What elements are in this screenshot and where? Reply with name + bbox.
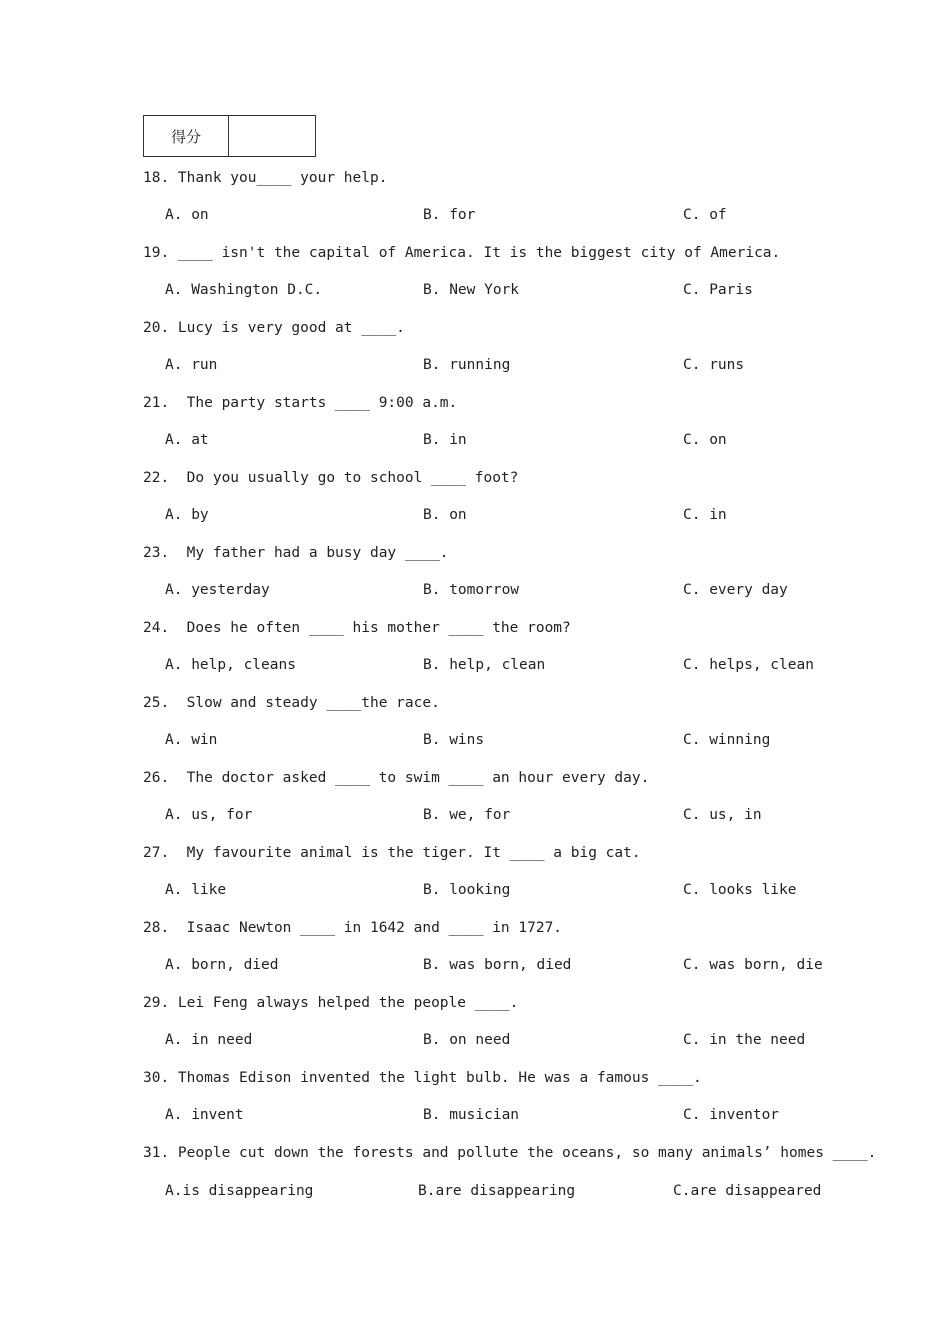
question-stem: 25. Slow and steady ____the race. xyxy=(143,695,440,711)
question-stem: 30. Thomas Edison invented the light bulb. He was a famous ____. xyxy=(143,1070,702,1086)
question-stem: 22. Do you usually go to school ____ foot? xyxy=(143,470,519,486)
option-c[interactable]: C. us, in xyxy=(683,807,762,823)
option-a[interactable]: A. help, cleans xyxy=(165,657,296,673)
question-28 xyxy=(143,918,863,993)
option-a[interactable]: A. Washington D.C. xyxy=(165,282,323,298)
question-23 xyxy=(143,543,863,618)
option-c[interactable]: C. in the need xyxy=(683,1032,806,1048)
option-c[interactable]: C. helps, clean xyxy=(683,657,814,673)
question-18 xyxy=(143,168,863,243)
option-a[interactable]: A. at xyxy=(165,432,209,448)
option-a[interactable]: A. us, for xyxy=(165,807,253,823)
question-21 xyxy=(143,393,863,468)
score-label: 得分 xyxy=(144,116,229,156)
option-b[interactable]: B. we, for xyxy=(423,807,511,823)
option-a[interactable]: A. like xyxy=(165,882,227,898)
option-c[interactable]: C. of xyxy=(683,207,727,223)
option-a[interactable]: A. yesterday xyxy=(165,582,270,598)
option-b[interactable]: B. was born, died xyxy=(423,957,572,973)
option-b[interactable]: B. in xyxy=(423,432,467,448)
question-31 xyxy=(143,1143,877,1218)
question-25 xyxy=(143,693,863,768)
question-stem: 31. People cut down the forests and pollute the oceans, so many animals’ homes ____. xyxy=(143,1145,877,1161)
question-stem: 26. The doctor asked ____ to swim ____ an hour every day. xyxy=(143,770,650,786)
question-stem: 21. The party starts ____ 9:00 a.m. xyxy=(143,395,458,411)
question-stem: 23. My father had a busy day ____. xyxy=(143,545,449,561)
option-c[interactable]: C. on xyxy=(683,432,727,448)
option-b[interactable]: B. tomorrow xyxy=(423,582,520,598)
question-stem: 29. Lei Feng always helped the people ____. xyxy=(143,995,519,1011)
option-b[interactable]: B. New York xyxy=(423,282,520,298)
question-24 xyxy=(143,618,863,693)
option-a[interactable]: A. by xyxy=(165,507,209,523)
option-a[interactable]: A. on xyxy=(165,207,209,223)
question-stem: 28. Isaac Newton ____ in 1642 and ____ in 1727. xyxy=(143,920,563,936)
question-29 xyxy=(143,993,863,1068)
option-c[interactable]: C. inventor xyxy=(683,1107,780,1123)
question-stem: 24. Does he often ____ his mother ____ the room? xyxy=(143,620,571,636)
option-c[interactable]: C. every day xyxy=(683,582,788,598)
question-stem: 19. ____ isn't the capital of America. It is the biggest city of America. xyxy=(143,245,781,261)
question-22 xyxy=(143,468,863,543)
question-27 xyxy=(143,843,863,918)
option-b[interactable]: B. running xyxy=(423,357,511,373)
option-b[interactable]: B. for xyxy=(423,207,476,223)
question-20 xyxy=(143,318,863,393)
option-a[interactable]: A. win xyxy=(165,732,218,748)
option-c[interactable]: C. Paris xyxy=(683,282,753,298)
option-b[interactable]: B. wins xyxy=(423,732,485,748)
option-a[interactable]: A. run xyxy=(165,357,218,373)
question-19 xyxy=(143,243,863,318)
option-c[interactable]: C. runs xyxy=(683,357,745,373)
question-stem: 18. Thank you____ your help. xyxy=(143,170,388,186)
option-b[interactable]: B. musician xyxy=(423,1107,520,1123)
option-b[interactable]: B. looking xyxy=(423,882,511,898)
option-b[interactable]: B. on need xyxy=(423,1032,511,1048)
question-stem: 20. Lucy is very good at ____. xyxy=(143,320,405,336)
question-30 xyxy=(143,1068,863,1143)
option-a[interactable]: A. invent xyxy=(165,1107,244,1123)
question-list xyxy=(143,168,877,1218)
option-a[interactable]: A. born, died xyxy=(165,957,279,973)
option-c[interactable]: C. winning xyxy=(683,732,771,748)
option-a[interactable]: A.is disappearing xyxy=(165,1183,314,1199)
option-c[interactable]: C. in xyxy=(683,507,727,523)
option-b[interactable]: B. help, clean xyxy=(423,657,546,673)
option-c[interactable]: C. was born, die xyxy=(683,957,823,973)
score-value-field[interactable] xyxy=(229,116,315,156)
question-stem: 27. My favourite animal is the tiger. It ____ a big cat. xyxy=(143,845,641,861)
option-b[interactable]: B. on xyxy=(423,507,467,523)
option-a[interactable]: A. in need xyxy=(165,1032,253,1048)
question-26 xyxy=(143,768,863,843)
option-b[interactable]: B.are disappearing xyxy=(418,1183,576,1199)
option-c[interactable]: C. looks like xyxy=(683,882,797,898)
option-c[interactable]: C.are disappeared xyxy=(673,1183,822,1199)
score-box xyxy=(143,115,316,157)
